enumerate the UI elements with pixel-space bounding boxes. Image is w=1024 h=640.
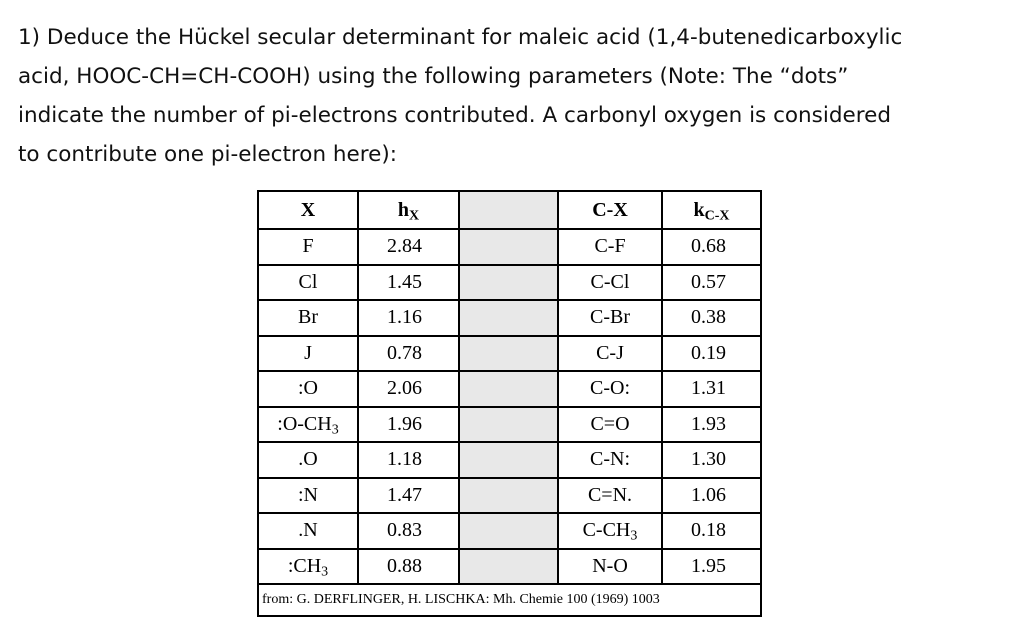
cell-hx: 2.84	[358, 229, 459, 265]
cell-hx: 1.96	[358, 407, 459, 443]
cell-k: 1.95	[662, 549, 761, 585]
cell-x: .N	[258, 513, 358, 549]
cell-hx: 1.16	[358, 300, 459, 336]
shaded-separator-cell	[459, 300, 558, 336]
cell-x: $:CH_3$	[258, 549, 358, 585]
table-row	[258, 265, 761, 301]
table-row	[258, 300, 761, 336]
table-header-row	[258, 191, 761, 229]
cell-hx: 0.88	[358, 549, 459, 585]
cell-x: .O	[258, 442, 358, 478]
table-row	[258, 549, 761, 585]
cell-k: 1.30	[662, 442, 761, 478]
cell-x: F	[258, 229, 358, 265]
cell-k: 0.57	[662, 265, 761, 301]
table-row	[258, 407, 761, 443]
question-line: 1) Deduce the Hückel secular determinant for maleic acid (1,4-butenedicarboxylic	[18, 25, 903, 50]
cell-cx: C-J	[558, 336, 662, 372]
cell-x: J	[258, 336, 358, 372]
cell-hx: 1.47	[358, 478, 459, 514]
cell-cx: C-O:	[558, 371, 662, 407]
shaded-separator-cell	[459, 513, 558, 549]
cell-hx: 1.45	[358, 265, 459, 301]
header-cx: C-X	[558, 191, 662, 229]
question-line: indicate the number of pi-electrons contributed. A carbonyl oxygen is considered	[18, 103, 891, 128]
cell-k: 0.18	[662, 513, 761, 549]
shaded-separator-cell	[459, 407, 558, 443]
header-k: $k_{C-X}$	[662, 191, 761, 229]
shaded-separator-cell	[459, 549, 558, 585]
cell-cx: C=O	[558, 407, 662, 443]
table-row	[258, 336, 761, 372]
question-line: acid, HOOC-CH=CH-COOH) using the following parameters (Note: The “dots”	[18, 64, 849, 89]
source-row	[258, 584, 761, 616]
cell-k: 1.06	[662, 478, 761, 514]
cell-k: 0.68	[662, 229, 761, 265]
cell-hx: 1.18	[358, 442, 459, 478]
shaded-separator-cell	[459, 229, 558, 265]
question-line: to contribute one pi-electron here):	[18, 142, 397, 167]
cell-k: 0.19	[662, 336, 761, 372]
cell-cx: N-O	[558, 549, 662, 585]
huckel-parameter-table	[257, 190, 762, 617]
cell-hx: 2.06	[358, 371, 459, 407]
cell-x: Br	[258, 300, 358, 336]
cell-x: :O	[258, 371, 358, 407]
cell-cx: C-Br	[558, 300, 662, 336]
table-row	[258, 371, 761, 407]
header-x: X	[258, 191, 358, 229]
shaded-separator-column	[459, 191, 558, 229]
cell-hx: 0.78	[358, 336, 459, 372]
cell-cx: C-F	[558, 229, 662, 265]
source-citation: from: G. DERFLINGER, H. LISCHKA: Mh. Chemie 100 (1969) 1003	[258, 584, 761, 616]
header-hx: $h_X$	[358, 191, 459, 229]
cell-k: 1.31	[662, 371, 761, 407]
shaded-separator-cell	[459, 442, 558, 478]
table-row	[258, 478, 761, 514]
shaded-separator-cell	[459, 371, 558, 407]
cell-cx: C=N.	[558, 478, 662, 514]
table-row	[258, 513, 761, 549]
cell-x: Cl	[258, 265, 358, 301]
shaded-separator-cell	[459, 336, 558, 372]
cell-x: $:O-CH_3$	[258, 407, 358, 443]
cell-cx: C-N:	[558, 442, 662, 478]
table-row	[258, 442, 761, 478]
cell-cx: C-Cl	[558, 265, 662, 301]
cell-k: 1.93	[662, 407, 761, 443]
table-body	[258, 229, 761, 616]
shaded-separator-cell	[459, 265, 558, 301]
cell-cx: $C-CH_3$	[558, 513, 662, 549]
cell-hx: 0.83	[358, 513, 459, 549]
cell-x: :N	[258, 478, 358, 514]
shaded-separator-cell	[459, 478, 558, 514]
cell-k: 0.38	[662, 300, 761, 336]
question-text	[18, 18, 1013, 174]
table-row	[258, 229, 761, 265]
